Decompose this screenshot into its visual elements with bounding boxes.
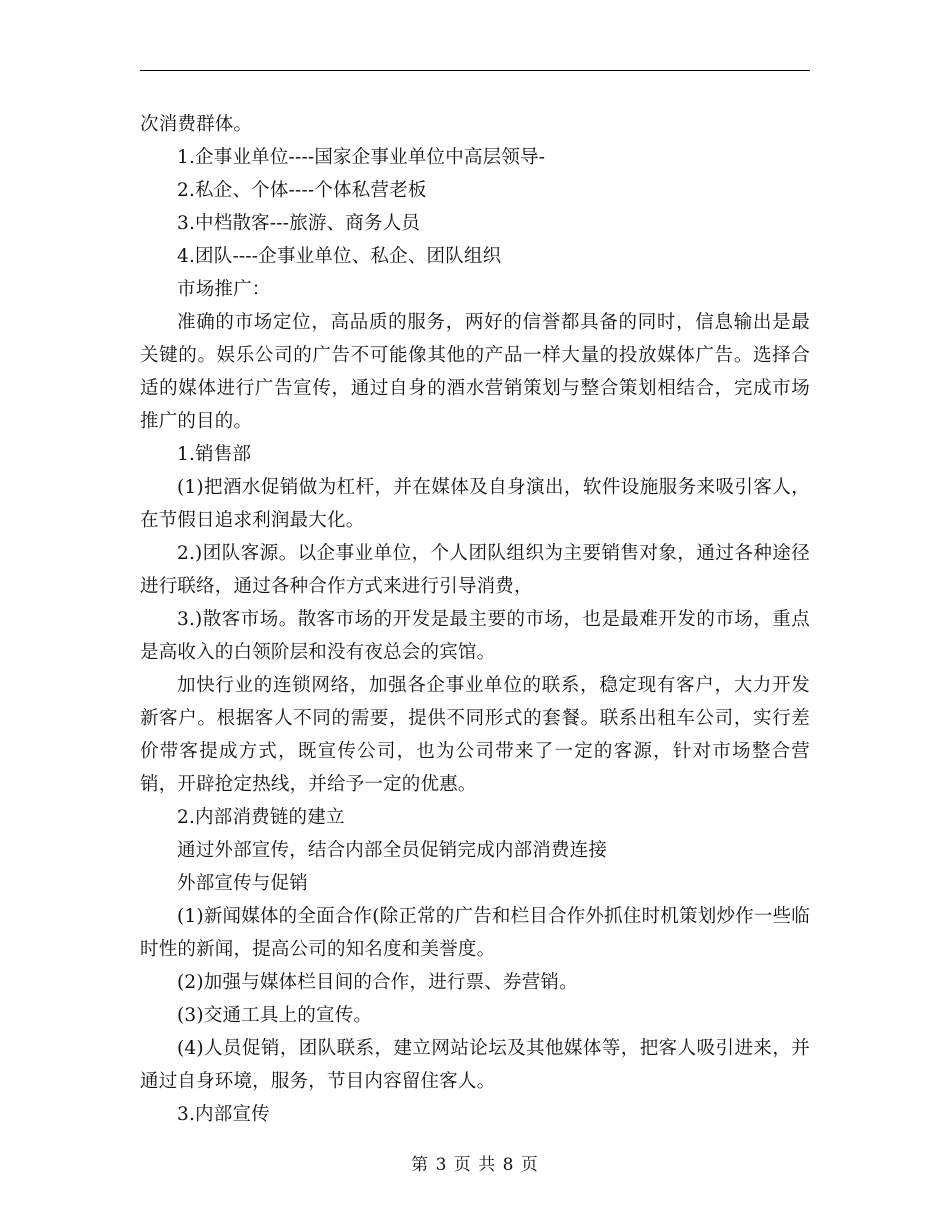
paragraph: (3)交通工具上的宣传。 <box>177 1005 373 1026</box>
paragraph: 2.)团队客源。以企事业单位，个人团队组织为主要销售对象，通过各种途径进行联络，通过各种合作方式来进行引导消费， <box>140 543 810 597</box>
paragraph: 通过外部宣传，结合内部全员促销完成内部消费连接 <box>177 840 608 861</box>
page-number-footer: 第 3 页 共 8 页 <box>411 1155 539 1175</box>
paragraph: (1)新闻媒体的全面合作(除正常的广告和栏目合作外抓住时机策划炒作一些临时性的新闻，提高公司的知名度和美誉度。 <box>140 906 810 960</box>
paragraph: (2)加强与媒体栏目间的合作，进行票、券营销。 <box>177 972 578 993</box>
section-heading: 市场推广： <box>177 279 271 300</box>
header-rule <box>140 70 810 71</box>
paragraph: (4)人员促销，团队联系，建立网站论坛及其他媒体等，把客人吸引进来，并通过自身环境，服务，节目内容留住客人。 <box>140 1038 810 1092</box>
section-heading: 3.内部宣传 <box>177 1104 270 1125</box>
paragraph: 准确的市场定位，高品质的服务，两好的信誉都具备的同时，信息输出是最关键的。娱乐公司的广告不可能像其他的产品一样大量的投放媒体广告。选择合适的媒体进行广告宣传，通过自身的酒水营销策划与整合策划相结合，完成市场推广的目的。 <box>140 312 810 432</box>
section-heading: 外部宣传与促销 <box>177 873 308 894</box>
paragraph: 3.)散客市场。散客市场的开发是最主要的市场，也是最难开发的市场，重点是高收入的白领阶层和没有夜总会的宾馆。 <box>140 609 810 663</box>
paragraph: 加快行业的连锁网络，加强各企事业单位的联系，稳定现有客户，大力开发新客户。根据客人不同的需要，提供不同形式的套餐。联系出租车公司，实行差价带客提成方式，既宣传公司，也为公司带来了一定的客源，针对市场整合营销，开辟抢定热线，并给予一定的优惠。 <box>140 675 810 795</box>
section-heading: 2.内部消费链的建立 <box>177 807 345 828</box>
paragraph: (1)把酒水促销做为杠杆，并在媒体及自身演出，软件设施服务来吸引客人，在节假日追求利润最大化。 <box>140 477 810 531</box>
section-heading: 1.销售部 <box>177 444 252 465</box>
paragraph: 2.私企、个体----个体私营老板 <box>177 180 427 201</box>
paragraph: 4.团队----企事业单位、私企、团队组织 <box>177 246 502 267</box>
paragraph: 次消费群体。 <box>140 114 253 135</box>
paragraph: 1.企事业单位----国家企事业单位中高层领导- <box>177 147 546 168</box>
document-body <box>140 108 810 1131</box>
paragraph: 3.中档散客---旅游、商务人员 <box>177 213 421 234</box>
